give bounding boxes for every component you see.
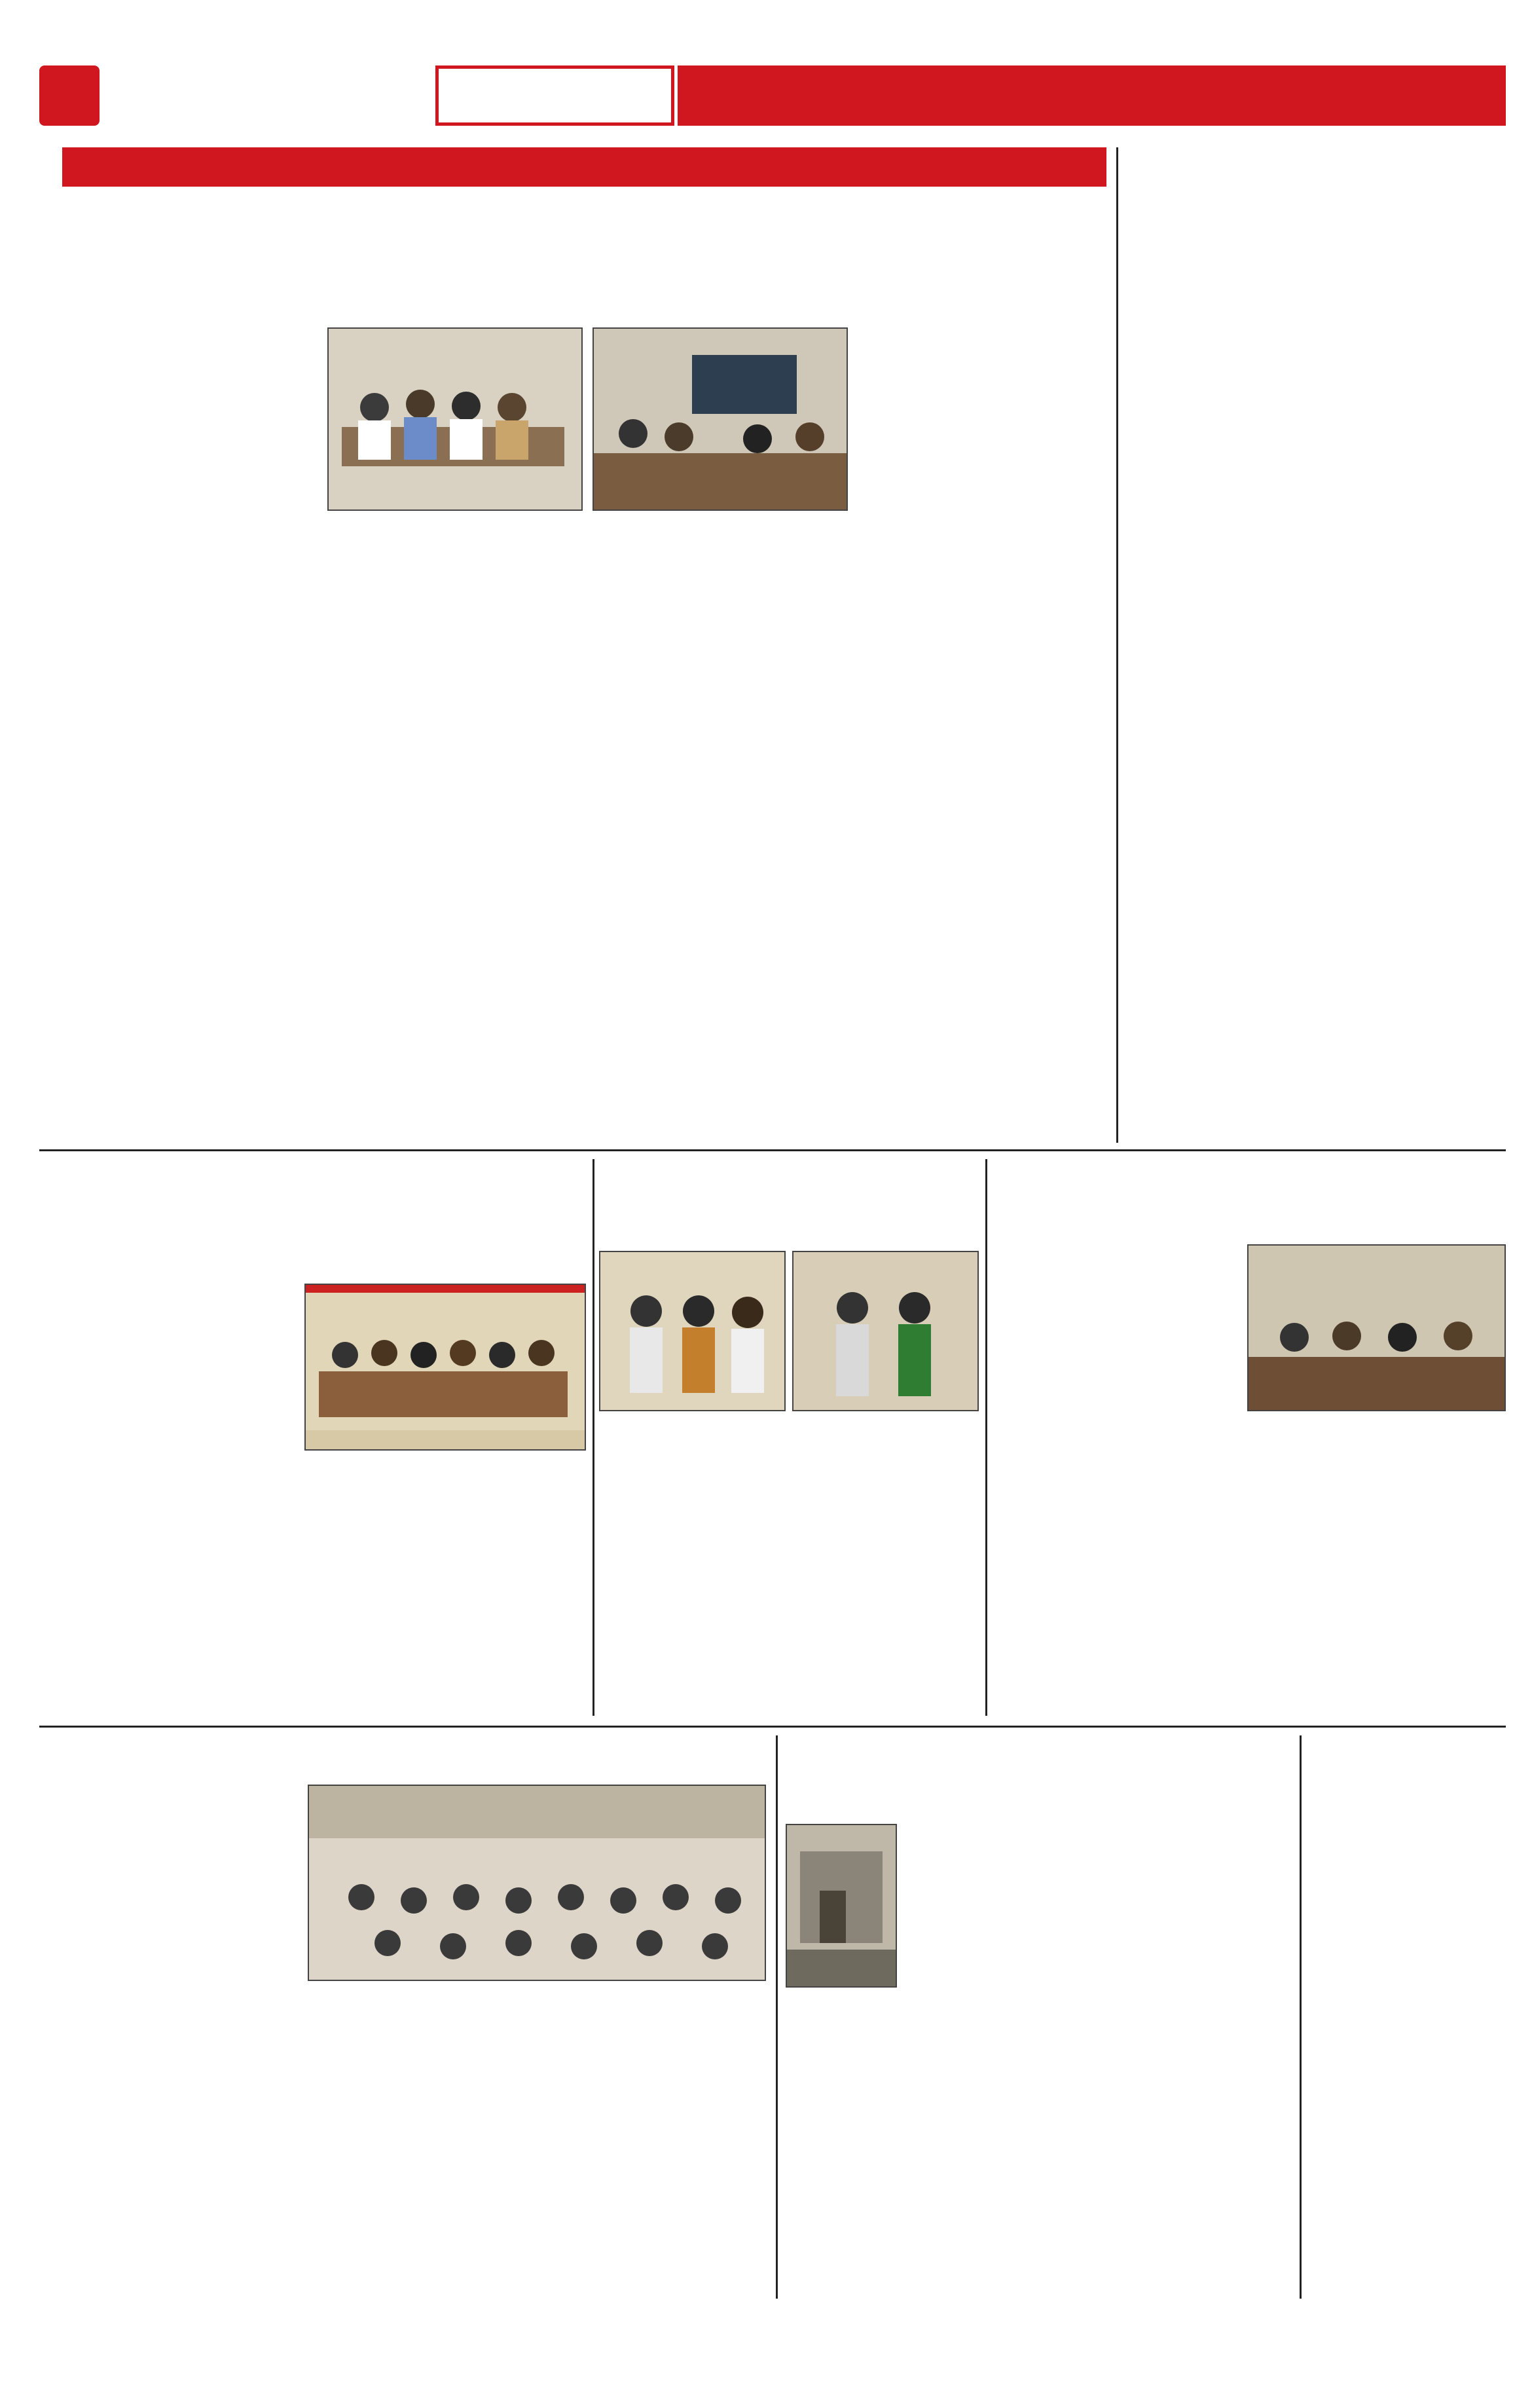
tikuriya-body-top <box>907 1824 1290 1991</box>
masthead-bar <box>678 65 1506 126</box>
brand-logo <box>435 65 674 126</box>
lead-body-col-b <box>327 521 848 1139</box>
event-photo-icon <box>793 1252 977 1410</box>
sindhu-body-col-a <box>62 1284 295 1716</box>
railway-body-col-a <box>992 1244 1237 1716</box>
sindhu-photo-banner <box>306 1285 585 1293</box>
meeting-photo-icon <box>594 329 847 509</box>
railway-body-col-b <box>1247 1421 1506 1716</box>
shramik-body <box>1306 1850 1506 2295</box>
group-photo-icon <box>306 1293 585 1430</box>
meeting-photo-icon <box>329 329 581 509</box>
lead-photo-meeting-1 <box>327 327 583 511</box>
lead-body-col-d <box>854 327 1106 1139</box>
column-rule <box>776 1735 778 2299</box>
sindhu-photo <box>304 1284 586 1451</box>
street-photo-icon <box>787 1825 896 1986</box>
railway-photo <box>1247 1244 1506 1411</box>
meeting-photo-icon <box>1249 1246 1505 1410</box>
prism-photo <box>308 1785 766 1981</box>
section-rule-1 <box>39 1149 1506 1151</box>
prism-body-col-a <box>62 1785 298 2295</box>
lead-photo-meeting-2 <box>593 327 848 511</box>
page-number <box>39 65 100 126</box>
lead-body-col-a <box>62 326 314 1138</box>
tikuriya-body-bottom <box>786 1997 1290 2295</box>
column-rule <box>985 1159 987 1716</box>
column-rule <box>1300 1735 1302 2299</box>
sindhu-body-col-b <box>304 1460 586 1716</box>
prism-body-col-b <box>308 1991 766 2295</box>
lead-kicker <box>62 147 1106 187</box>
kharif-body <box>599 1421 979 1716</box>
column-rule <box>593 1159 594 1716</box>
training-photo-icon <box>309 1786 765 1980</box>
column-rule <box>1116 147 1118 1143</box>
event-photo-icon <box>600 1252 784 1410</box>
kharif-photo-1 <box>599 1251 786 1411</box>
right1-body <box>1126 226 1506 1139</box>
kharif-photo-2 <box>792 1251 979 1411</box>
tikuriya-photo <box>786 1824 897 1988</box>
section-rule-2 <box>39 1726 1506 1728</box>
